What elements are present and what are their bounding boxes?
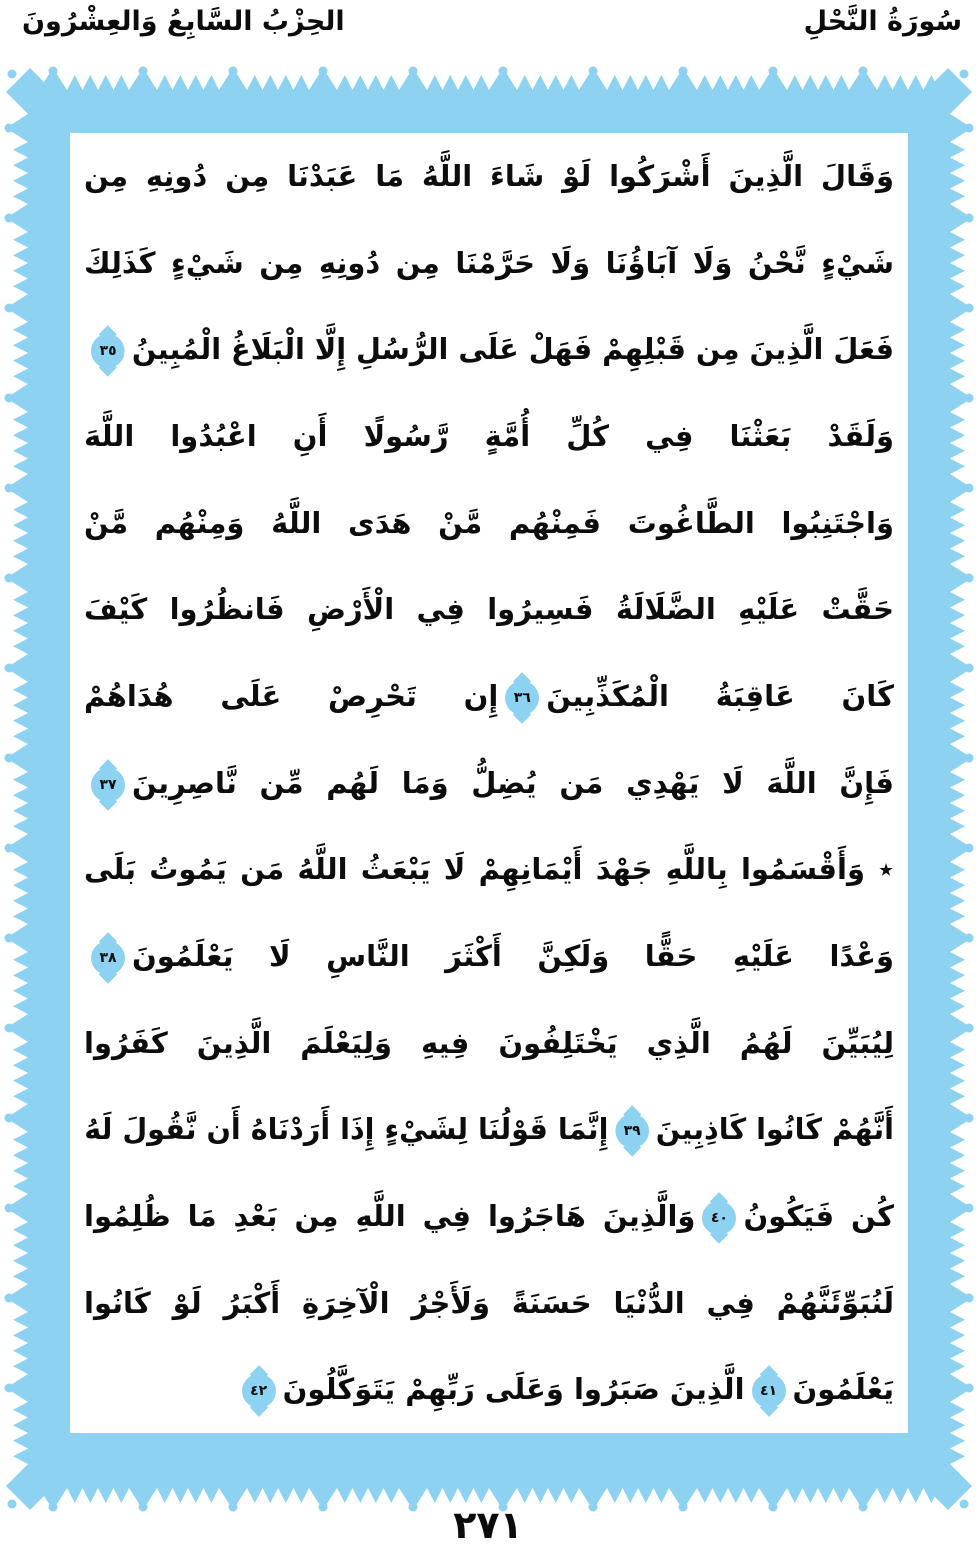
- verse-number-marker: [505, 681, 539, 715]
- verse-number-marker: [702, 1201, 736, 1235]
- quran-line-text: ٭ وَأَقْسَمُوا بِاللَّهِ جَهْدَ أَيْمَانِهِمْ لَا يَبْعَثُ اللَّهُ مَن يَمُوتُ بَلَى: [84, 852, 894, 887]
- quran-line-text: إِن تَحْرِصْ عَلَى هُدَاهُمْ: [84, 679, 499, 714]
- verse-number: ٤٢: [250, 1383, 268, 1400]
- quran-line-text: يَعْلَمُونَ: [792, 1372, 894, 1407]
- quran-line: [92, 306, 894, 393]
- quran-line: [84, 220, 894, 307]
- verse-number-marker: [91, 334, 125, 368]
- quran-line-text: فَإِنَّ اللَّهَ لَا يَهْدِي مَن يُضِلُّ وَمَا لَهُم مِّن نَّاصِرِينَ: [132, 765, 894, 800]
- quran-line: [84, 480, 894, 567]
- verse-number: ٣٨: [99, 950, 117, 967]
- quran-line-text: وَالَّذِينَ هَاجَرُوا فِي اللَّهِ مِن بَعْدِ مَا ظُلِمُوا: [84, 1199, 696, 1234]
- verse-number: ٣٧: [99, 776, 117, 793]
- quran-line: [84, 1260, 894, 1347]
- quran-line-text: وَلَقَدْ بَعَثْنَا فِي كُلِّ أُمَّةٍ رَّسُولًا أَنِ اعْبُدُوا اللَّهَ: [84, 419, 894, 454]
- quran-line-text: أَنَّهُمْ كَانُوا كَاذِبِينَ: [655, 1112, 894, 1147]
- quran-line: [84, 826, 894, 913]
- surah-title: سُورَةُ النَّحْلِ: [803, 6, 962, 37]
- quran-line: [84, 1346, 894, 1433]
- verse-number-marker: [91, 941, 125, 975]
- quran-line-text: حَقَّتْ عَلَيْهِ الضَّلَالَةُ فَسِيرُوا فِي الْأَرْضِ فَانظُرُوا كَيْفَ: [84, 592, 894, 627]
- page-number: ٢٧١: [453, 1503, 523, 1547]
- quran-line-text: إِنَّمَا قَوْلُنَا لِشَيْءٍ إِذَا أَرَدْنَاهُ أَن نَّقُولَ لَهُ: [84, 1112, 609, 1147]
- quran-line: [84, 1173, 894, 1260]
- quran-line: [84, 913, 894, 1000]
- quran-line-text: الَّذِينَ صَبَرُوا وَعَلَى رَبِّهِمْ يَتَوَكَّلُونَ: [282, 1372, 745, 1407]
- verse-number: ٣٥: [99, 343, 117, 360]
- verse-number-marker: [752, 1374, 786, 1408]
- quran-line: [84, 653, 894, 740]
- verse-number-marker: [91, 768, 125, 802]
- quran-line: [84, 1000, 894, 1087]
- hizb-title: الحِزْبُ السَّابِعُ وَالعِشْرُونَ: [22, 6, 345, 37]
- quran-line: [84, 740, 894, 827]
- quran-line: [84, 1086, 894, 1173]
- verse-number: ٣٩: [623, 1123, 641, 1140]
- verse-number-marker: [615, 1114, 649, 1148]
- quran-line-text: وَعْدًا عَلَيْهِ حَقًّا وَلَكِنَّ أَكْثَرَ النَّاسِ لَا يَعْلَمُونَ: [132, 939, 894, 974]
- quran-line-text: كَانَ عَاقِبَةُ الْمُكَذِّبِينَ: [546, 679, 894, 714]
- quran-text-block: [70, 133, 908, 1433]
- quran-line: [84, 133, 894, 220]
- verse-number-marker: [242, 1374, 276, 1408]
- verse-number: ٤١: [759, 1383, 778, 1400]
- quran-line: [84, 393, 894, 480]
- verse-number: ٤٠: [710, 1210, 728, 1227]
- quran-line-text: لَنُبَوِّئَنَّهُمْ فِي الدُّنْيَا حَسَنَةً وَلَأَجْرُ الْآخِرَةِ أَكْبَرُ لَوْ كَانُوا: [84, 1285, 894, 1320]
- quran-line: [84, 566, 894, 653]
- quran-line-text: وَاجْتَنِبُوا الطَّاغُوتَ فَمِنْهُم مَّنْ هَدَى اللَّهُ وَمِنْهُم مَّنْ: [84, 505, 894, 540]
- quran-line-text: شَيْءٍ نَّحْنُ وَلَا آبَاؤُنَا وَلَا حَرَّمْنَا مِن دُونِهِ مِن شَيْءٍ كَذَلِكَ: [84, 245, 894, 280]
- page-header: [0, 0, 976, 60]
- verse-number: ٣٦: [513, 690, 531, 707]
- quran-line-text: فَعَلَ الَّذِينَ مِن قَبْلِهِمْ فَهَلْ عَلَى الرُّسُلِ إِلَّا الْبَلَاغُ الْمُبِينُ: [131, 332, 894, 367]
- quran-line-text: وَقَالَ الَّذِينَ أَشْرَكُوا لَوْ شَاءَ اللَّهُ مَا عَبَدْنَا مِن دُونِهِ مِن: [84, 159, 894, 193]
- quran-line-text: كُن فَيَكُونُ: [743, 1199, 894, 1234]
- quran-line-text: لِيُبَيِّنَ لَهُمُ الَّذِي يَخْتَلِفُونَ فِيهِ وَلِيَعْلَمَ الَّذِينَ كَفَرُوا: [84, 1025, 894, 1060]
